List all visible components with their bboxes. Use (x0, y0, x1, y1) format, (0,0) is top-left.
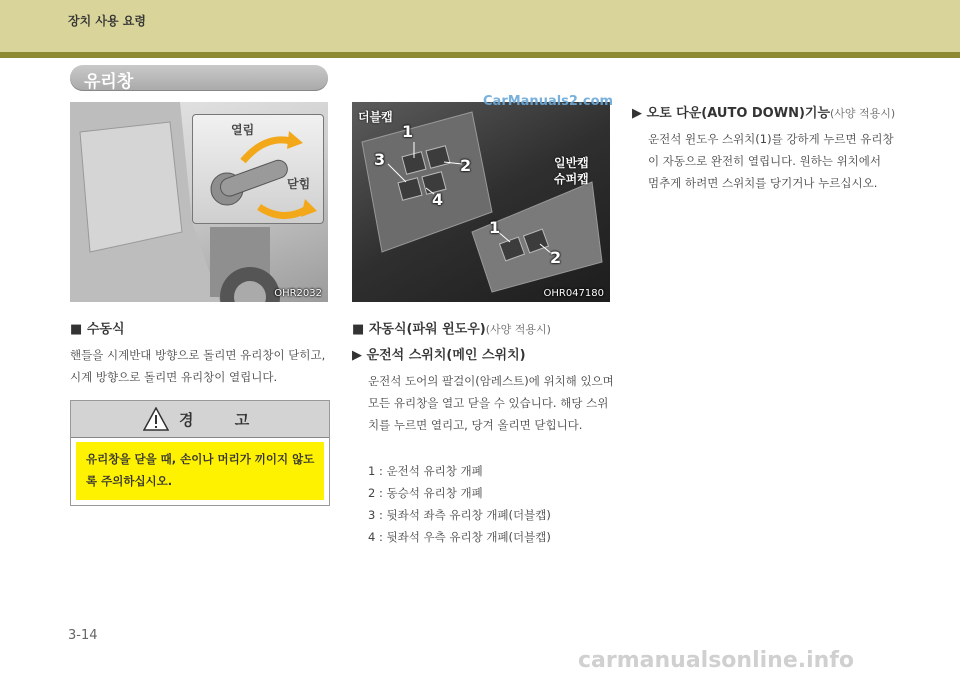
watermark-bottom: carmanualsonline.info (578, 648, 854, 673)
legend-item: 4 : 뒷좌석 우측 유리창 개폐(더블캡) (368, 530, 551, 544)
power-heading (352, 318, 551, 337)
power-heading-text: 자동식(파워 윈도우) (368, 322, 486, 337)
callout-2-normal: 2 (550, 248, 562, 267)
auto-down-body: 운전석 윈도우 스위치(1)를 강하게 누르면 유리창이 자동으로 완전히 열립니다. 원하는 위치에서 멈추게 하려면 스위치를 당기거나 누르십시오. (648, 132, 894, 190)
callout-1-double: 1 (402, 122, 414, 141)
normal-cap-label: 일반캡 (554, 156, 589, 170)
close-direction-label: 닫힘 (287, 177, 311, 191)
switch-panel-illustration (352, 102, 610, 302)
warning-body (76, 442, 324, 500)
watermark-top: CarManuals2.com (483, 94, 614, 109)
page-number: 3-14 (68, 628, 98, 643)
callout-2-double: 2 (460, 156, 472, 175)
crank-detail-inset (192, 114, 324, 224)
manual-heading-text: 수동식 (86, 322, 125, 337)
auto-down-heading-text: 오토 다운(AUTO DOWN)기능 (646, 106, 831, 121)
manual-body: 핸들을 시계반대 방향으로 돌리면 유리창이 닫히고, 시계 방향으로 돌리면 유리창이 열립니다. (70, 348, 326, 384)
manual-window-photo (70, 102, 328, 302)
auto-down-heading-note: (사양 적용시) (830, 107, 896, 120)
triangle-bullet-icon: ▶ (632, 106, 642, 121)
triangle-bullet-icon: ▶ (352, 348, 362, 363)
figure-code: OHR2032 (274, 288, 322, 299)
power-heading-note: (사양 적용시) (485, 323, 551, 336)
crank-handle-icon (193, 115, 323, 223)
section-title: 유리창 (84, 72, 134, 92)
warning-title: 경 고 (179, 411, 268, 429)
switch-legend (368, 460, 551, 548)
legend-item: 1 : 운전석 유리창 개폐 (368, 464, 483, 478)
warning-header (71, 401, 329, 438)
open-direction-label: 열림 (231, 123, 255, 137)
warning-triangle-icon (143, 407, 169, 431)
figure-code: OHR047180 (543, 288, 604, 299)
legend-item: 2 : 동승석 유리창 개폐 (368, 486, 483, 500)
warning-box (70, 400, 330, 506)
auto-down-heading (632, 102, 895, 121)
power-body: 운전석 도어의 팔걸이(암레스트)에 위치해 있으며 모든 유리창을 열고 닫을 수 있습니다. 해당 스위치를 누르면 열리고, 당겨 올리면 닫힙니다. (368, 374, 614, 432)
chapter-title: 장치 사용 요령 (68, 14, 146, 28)
callout-3-double: 3 (374, 150, 386, 169)
double-cap-label: 더블캡 (358, 110, 393, 124)
header-rule (0, 52, 960, 58)
manual-heading (70, 318, 125, 337)
power-window-switch-photo (352, 102, 610, 302)
callout-1-normal: 1 (489, 218, 501, 237)
square-bullet-icon: ■ (70, 322, 83, 337)
driver-switch-heading-text: 운전석 스위치(메인 스위치) (366, 348, 526, 363)
super-cap-label: 슈퍼캡 (554, 172, 589, 186)
warning-text: 유리창을 닫을 때, 손이나 머리가 끼이지 않도록 주의하십시오. (86, 452, 315, 488)
callout-4-double: 4 (432, 190, 444, 209)
square-bullet-icon: ■ (352, 322, 365, 337)
legend-item: 3 : 뒷좌석 좌측 유리창 개폐(더블캡) (368, 508, 551, 522)
section-title-pill (70, 65, 328, 91)
driver-switch-heading (352, 344, 526, 363)
